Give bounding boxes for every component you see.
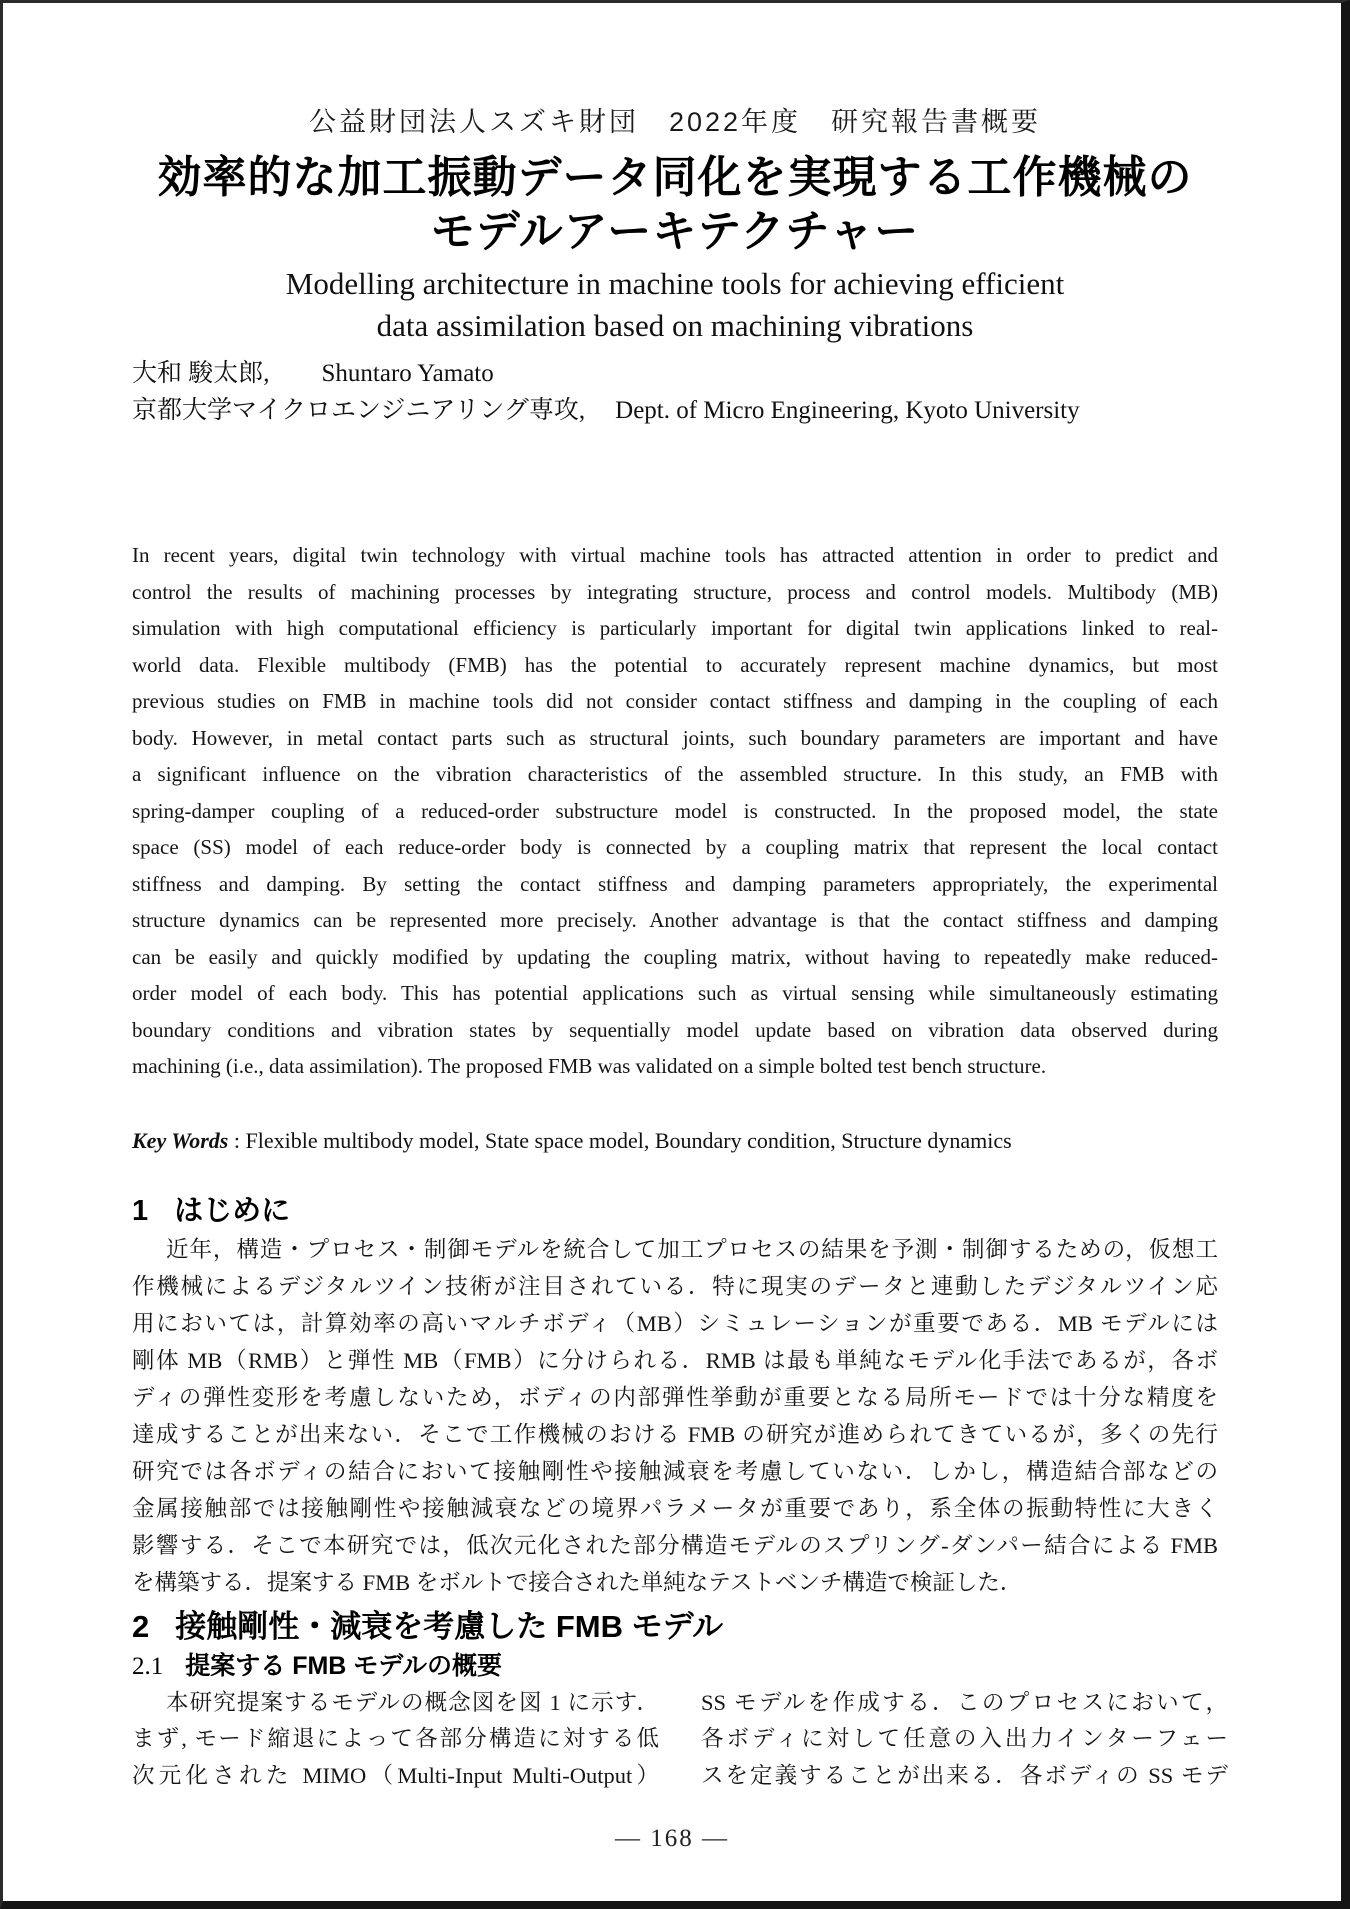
column-gutter [659, 1685, 701, 1795]
column-line: スを定義することが出来る．各ボディの SS モデ [701, 1762, 1228, 1788]
abstract-line: body. However, in metal contact parts such as structural joints, such boundary parameters are important and have [132, 725, 1218, 750]
column-line: 本研究提案するモデルの概念図を図 1 に示す． [166, 1689, 659, 1715]
section-2-1-number: 2.1 [132, 1652, 164, 1680]
abstract-line: machining (i.e., data assimilation). The proposed FMB was validated on a simple bolted test bench structure. [132, 1054, 1047, 1078]
keywords-text: Flexible multibody model, State space model, Boundary condition, Structure dynamics [245, 1127, 1012, 1153]
column-line: 次元化された MIMO（Multi-Input Multi-Output） [132, 1762, 659, 1788]
abstract-line: control the results of machining processes by integrating structure, process and control models. Multibody (MB) [132, 579, 1218, 604]
abstract-line: boundary conditions and vibration states by sequentially model update based on vibration data observed during [132, 1017, 1218, 1042]
section-2-1-heading [132, 1649, 1218, 1684]
abstract [132, 537, 1218, 1085]
author-name-english: Shuntaro Yamato [321, 360, 494, 387]
abstract-line: order model of each body. This has potential applications such as virtual sensing while simultaneously estimating [132, 981, 1218, 1005]
paper-title-english [132, 263, 1218, 347]
abstract-line: simulation with high computational efficiency is particularly important for digital twin applications linked to real- [132, 616, 1218, 640]
column-left [132, 1685, 659, 1795]
column-right [701, 1685, 1228, 1795]
abstract-line: spring-damper coupling of a reduced-order substructure model is constructed. In the proposed model, the state [132, 798, 1218, 823]
keywords-label: Key Words [132, 1127, 229, 1153]
author-name-line [132, 355, 1218, 392]
keywords-separator: : [228, 1127, 246, 1153]
paragraph-line: 近年，構造・プロセス・制御モデルを統合して加工プロセスの結果を予測・制御するための，仮想工 [166, 1236, 1218, 1262]
abstract-line: can be easily and quickly modified by updating the coupling matrix, without having to repeatedly make reduced- [132, 944, 1218, 969]
affiliation-english: Dept. of Micro Engineering, Kyoto University [615, 397, 1080, 424]
page-number: — 168 — [615, 1825, 729, 1852]
author-name-japanese: 大和 駿太郎, [132, 360, 270, 387]
abstract-line: stiffness and damping. By setting the contact stiffness and damping parameters appropriately, the experimental [132, 871, 1218, 896]
section-1-paragraph [132, 1231, 1218, 1601]
affiliation-japanese: 京都大学マイクロエンジニアリング専攻, [132, 397, 586, 424]
section-1-heading [132, 1193, 1218, 1229]
paragraph-line: 達成することが出来ない．そこで工作機械のおける FMB の研究が進められてきているが，多くの先行 [132, 1421, 1218, 1447]
paper-title-japanese [132, 151, 1218, 259]
keywords-line [132, 1123, 1218, 1159]
paper-title-line1: 効率的な加工振動データ同化を実現する工作機械の [157, 153, 1193, 202]
abstract-line: space (SS) model of each reduce-order body is connected by a coupling matrix that represent the local contact [132, 835, 1218, 859]
paper-title-line2: モデルアーキテクチャー [430, 207, 920, 256]
paragraph-line: ディの弾性変形を考慮しないため，ボディの内部弾性挙動が重要となる局所モードでは十分な精度を [132, 1384, 1218, 1410]
author-block [132, 355, 1218, 429]
paragraph-line: 金属接触部では接触剛性や接触減衰などの境界パラメータが重要であり，系全体の振動特性に大きく [132, 1495, 1218, 1521]
section-2-1-title: 提案する FMB モデルの概要 [185, 1651, 503, 1680]
abstract-line: previous studies on FMB in machine tools did not consider contact stiffness and damping in the coupling of each [132, 689, 1218, 713]
section-1-number: 1 [132, 1194, 149, 1227]
section-2-heading [132, 1607, 1218, 1647]
paragraph-line: 作機械によるデジタルツイン技術が注目されている．特に現実のデータと連動したデジタルツイン応 [132, 1273, 1218, 1299]
abstract-line: structure dynamics can be represented more precisely. Another advantage is that the contact stiffness and damping [132, 908, 1218, 932]
column-line: SS モデルを作成する．このプロセスにおいて， [701, 1689, 1228, 1715]
two-column-text [132, 1685, 1228, 1795]
report-header: 公益財団法人スズキ財団 2022年度 研究報告書概要 [308, 107, 1042, 137]
abstract-line: In recent years, digital twin technology with virtual machine tools has attracted attention in order to predict and [132, 543, 1218, 567]
abstract-line: world data. Flexible multibody (FMB) has the potential to accurately represent machine dynamics, but most [132, 652, 1218, 677]
paragraph-line: 用においては，計算効率の高いマルチボディ（MB）シミュレーションが重要である．MB モデルには [132, 1310, 1218, 1336]
paragraph-line: 研究では各ボディの結合において接触剛性や接触減衰を考慮していない．しかし，構造結合部などの [132, 1458, 1218, 1484]
column-line: 各ボディに対して任意の入出力インターフェー [701, 1726, 1228, 1751]
abstract-line: a significant influence on the vibration characteristics of the assembled structure. In this study, an FMB with [132, 762, 1218, 786]
column-line: まず, モード縮退によって各部分構造に対する低 [132, 1726, 659, 1751]
section-1-title: はじめに [174, 1194, 291, 1227]
paragraph-line: 影響する．そこで本研究では，低次元化された部分構造モデルのスプリング-ダンパー結合による FMB [132, 1532, 1218, 1558]
english-title-line2: data assimilation based on machining vibrations [376, 308, 974, 343]
paragraph-line: 剛体 MB（RMB）と弾性 MB（FMB）に分けられる．RMB は最も単純なモデル化手法であるが，各ボ [132, 1347, 1218, 1373]
section-2-number: 2 [132, 1608, 150, 1644]
author-affiliation-line [132, 392, 1218, 429]
paragraph-line: を構築する．提案する FMB をボルトで接合された単純なテストベンチ構造で検証した． [132, 1569, 1023, 1595]
section-2-title: 接触剛性・減衰を考慮した FMB モデル [175, 1608, 724, 1644]
english-title-line1: Modelling architecture in machine tools for achieving efficient [285, 266, 1065, 301]
